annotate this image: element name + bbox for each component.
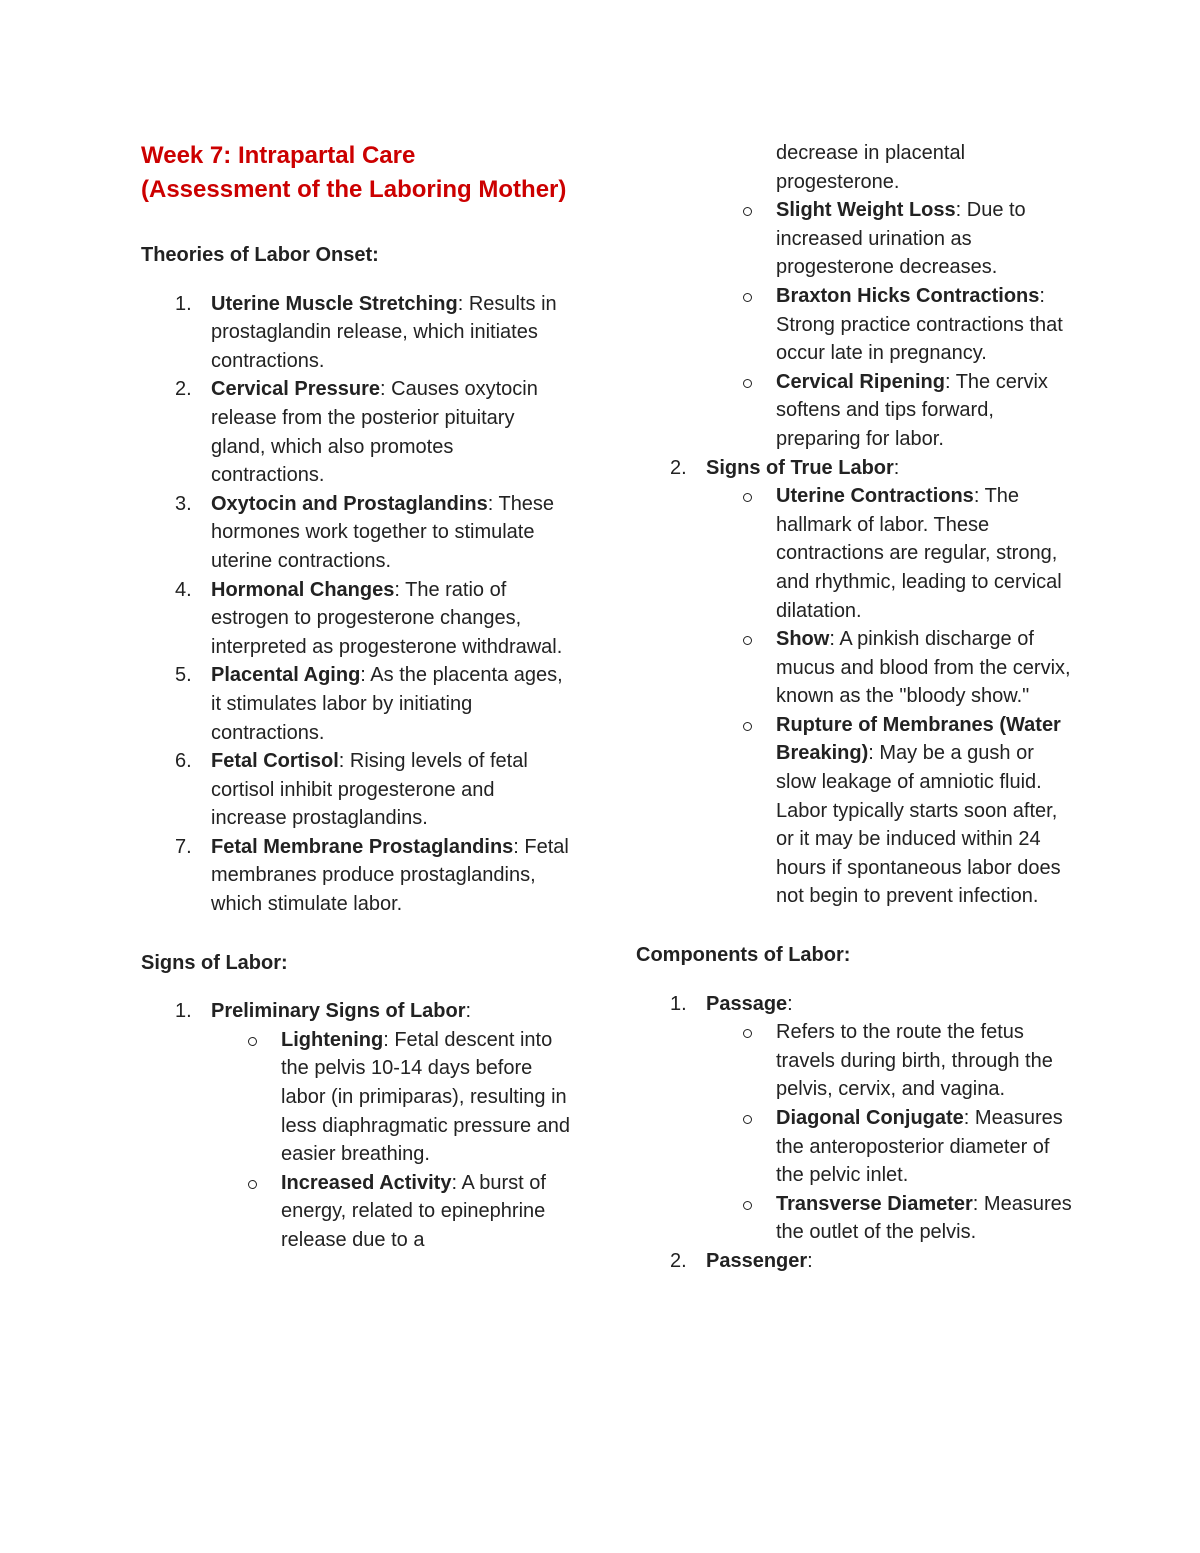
preliminary-sublist (141, 1026, 571, 1255)
components-heading: Components of Labor: (636, 944, 851, 967)
list-item: 1. Uterine Muscle Stretching: Results in prostaglandin release, which initiates contractions. (175, 292, 557, 372)
circle-bullet-icon (743, 1201, 752, 1210)
circle-bullet-icon (743, 722, 752, 731)
list-item: 7. Fetal Membrane Prostaglandins: Fetal membranes produce prostaglandins, which stimulate labor. (175, 835, 569, 916)
list-item: 2. Passenger: (670, 1249, 813, 1272)
list-item: 1. Preliminary Signs of Labor: (175, 1000, 472, 1023)
list-item: 6. Fetal Cortisol: Rising levels of fetal cortisol inhibit progesterone and increase prostaglandins. (175, 750, 528, 830)
components-list-2 (636, 1247, 1076, 1276)
left-column (141, 139, 571, 1255)
list-item: Transverse Diameter: Measures the outlet of the pelvis. (636, 1190, 1076, 1247)
circle-bullet-icon (248, 1180, 257, 1189)
circle-bullet-icon (743, 293, 752, 302)
list-item: Refers to the route the fetus travels during birth, through the pelvis, cervix, and vagina. (636, 1018, 1076, 1104)
list-item: Braxton Hicks Contractions: Strong practice contractions that occur late in pregnancy. (636, 282, 1076, 368)
list-item: Lightening: Fetal descent into the pelvis 10-14 days before labor (in primiparas), resulting in less diaphragmatic pressure and easier breathing. (141, 1026, 571, 1169)
list-item: Diagonal Conjugate: Measures the anteroposterior diameter of the pelvic inlet. (636, 1104, 1076, 1190)
right-column (636, 139, 1076, 1276)
theories-heading: Theories of Labor Onset: (141, 244, 379, 266)
list-item: Slight Weight Loss: Due to increased urination as progesterone decreases. (636, 196, 1076, 282)
page-title: Week 7: Intrapartal Care (Assessment of the Laboring Mother) (141, 142, 567, 203)
circle-bullet-icon (743, 1115, 752, 1124)
circle-bullet-icon (743, 1029, 752, 1038)
list-item: Increased Activity: A burst of energy, related to epinephrine release due to a (141, 1169, 571, 1255)
circle-bullet-icon (248, 1037, 257, 1046)
list-item: 2. Signs of True Labor: (670, 456, 900, 479)
signs-list (141, 997, 571, 1026)
list-item: 4. Hormonal Changes: The ratio of estrogen to progesterone changes, interpreted as progesterone withdrawal. (175, 578, 563, 658)
true-labor-list (636, 454, 1076, 483)
list-item: 1. Passage: (670, 992, 793, 1015)
passage-sublist (636, 1018, 1076, 1247)
list-item: Show: A pinkish discharge of mucus and blood from the cervix, known as the "bloody show." (636, 625, 1076, 711)
circle-bullet-icon (743, 636, 752, 645)
continued-text: decrease in placental progesterone. (776, 142, 966, 193)
circle-bullet-icon (743, 493, 752, 502)
list-item: 3. Oxytocin and Prostaglandins: These hormones work together to stimulate uterine contractions. (175, 492, 555, 572)
preliminary-sublist-continued (636, 196, 1076, 453)
list-item: 2. Cervical Pressure: Causes oxytocin release from the posterior pituitary gland, which also promotes contractions. (175, 378, 538, 487)
list-item: 5. Placental Aging: As the placenta ages, it stimulates labor by initiating contractions. (175, 664, 563, 744)
components-list (636, 990, 1076, 1019)
list-item: Rupture of Membranes (Water Breaking): May be a gush or slow leakage of amniotic fluid. Labor typically starts soon after, or it may be induced within 24 hours if spontaneous labor does not begin to prevent infection. (636, 711, 1076, 911)
theories-list (141, 290, 571, 919)
list-item: Uterine Contractions: The hallmark of labor. These contractions are regular, strong, and rhythmic, leading to cervical dilatation. (636, 482, 1076, 625)
true-labor-sublist (636, 482, 1076, 911)
circle-bullet-icon (743, 379, 752, 388)
list-item: Cervical Ripening: The cervix softens and tips forward, preparing for labor. (636, 368, 1076, 454)
circle-bullet-icon (743, 207, 752, 216)
signs-heading: Signs of Labor: (141, 951, 288, 974)
